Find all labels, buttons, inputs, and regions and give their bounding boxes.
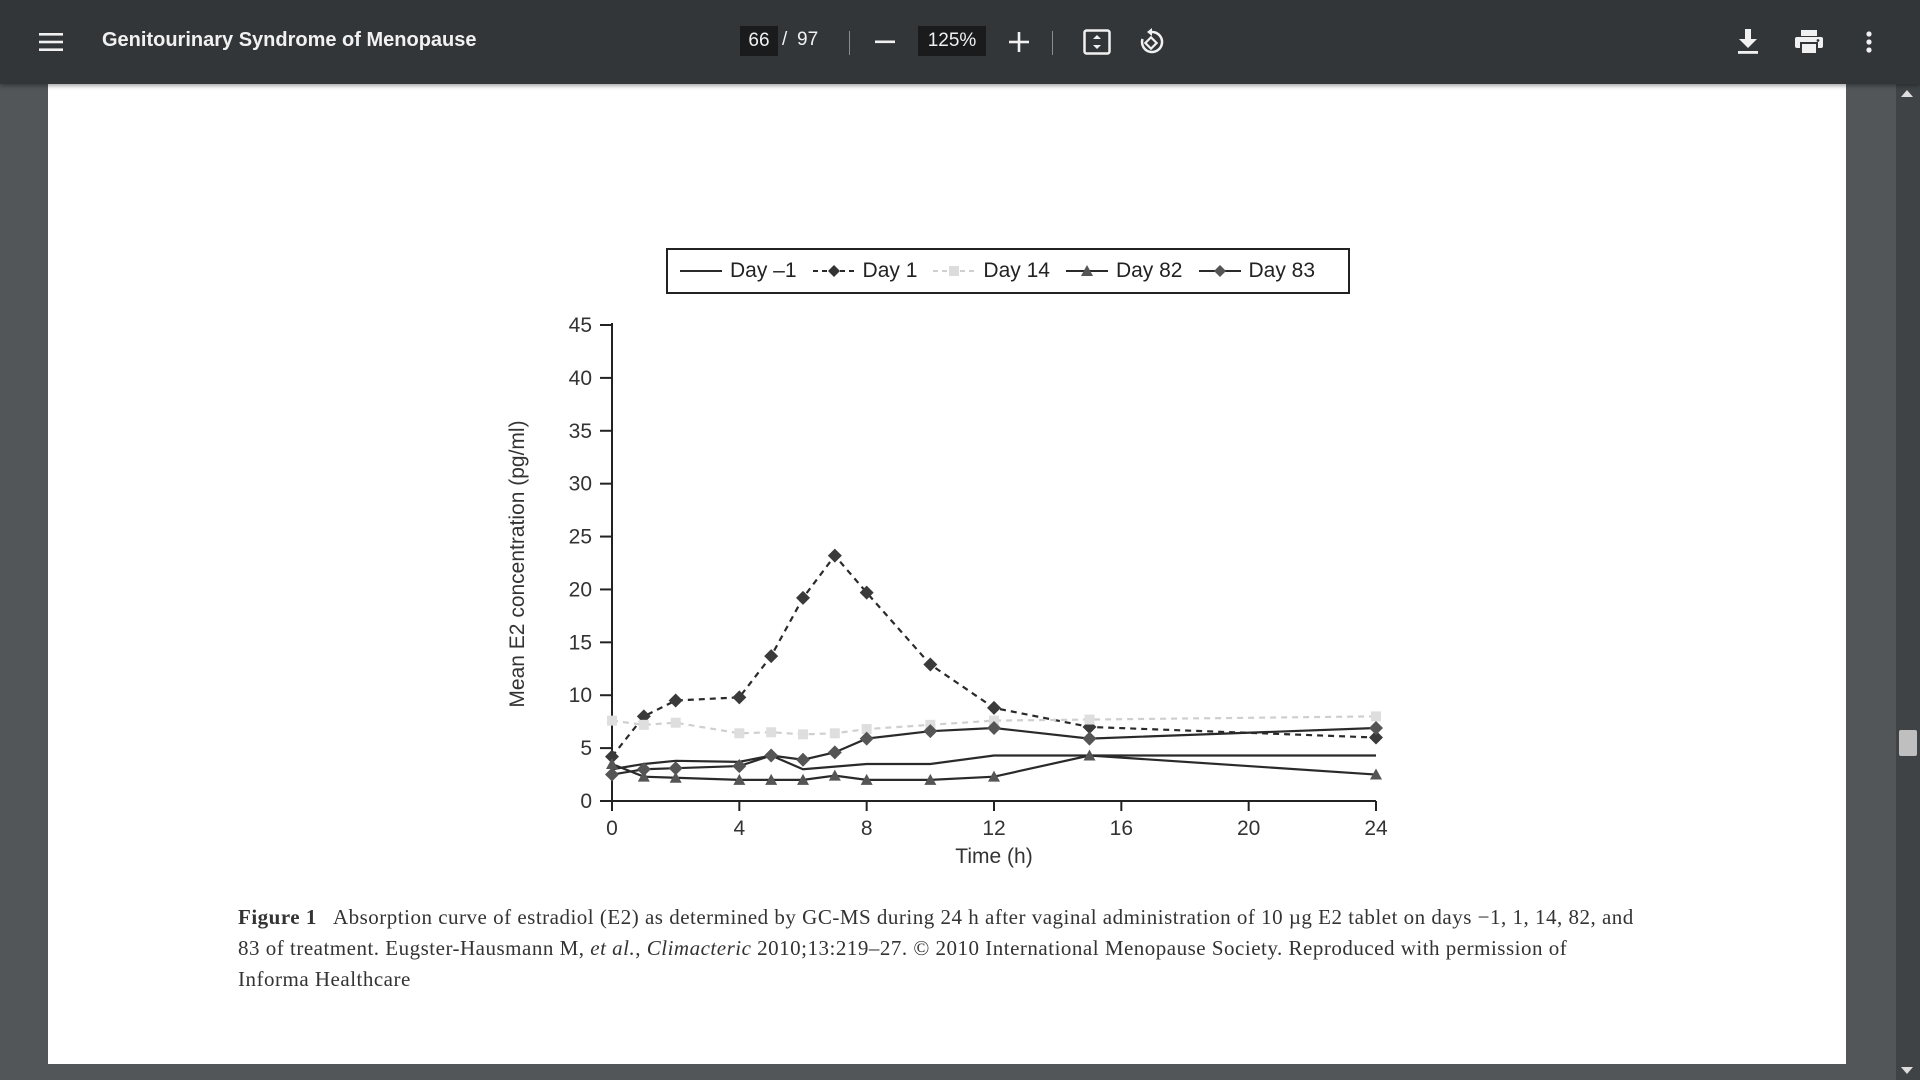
hamburger-menu-icon[interactable]: [30, 22, 72, 62]
caption-text: 2010;13:219–27. © 2010 International Menopause Society. Reproduced with permission of Informa Healthcare: [238, 936, 1568, 991]
download-icon[interactable]: [1730, 24, 1766, 60]
caption-text: Absorption curve of estradiol (E2) as determined by GC-MS during 24 h after vaginal administration of 10 µg E2 tablet on days −1, 1, 14, 82, and 83 of treatment. Eugster-Hausmann M,: [238, 905, 1634, 960]
x-tick-label: 24: [1364, 817, 1388, 840]
data-point: [828, 745, 842, 759]
legend-swatch: [678, 263, 724, 279]
y-tick-label: 30: [568, 472, 592, 496]
data-point: [606, 758, 618, 769]
figure-caption: [238, 902, 1638, 995]
y-tick-label: 40: [568, 366, 592, 390]
y-tick-label: 15: [568, 631, 592, 655]
data-point: [671, 718, 681, 728]
document-title: Genitourinary Syndrome of Menopause: [102, 29, 477, 51]
legend-label: Day –1: [730, 259, 797, 282]
data-point: [639, 720, 649, 730]
more-vertical-icon[interactable]: [1852, 24, 1886, 60]
pdf-page: [48, 84, 1846, 1064]
caption-italic: et al.: [590, 936, 636, 960]
data-point: [607, 716, 617, 726]
legend-swatch: [1197, 263, 1243, 279]
legend-label: Day 83: [1248, 259, 1316, 282]
data-point: [734, 728, 744, 738]
y-tick-label: 35: [568, 419, 592, 443]
legend-item: [1064, 259, 1183, 283]
legend-label: Day 14: [983, 259, 1050, 282]
y-tick-label: 5: [580, 737, 592, 761]
data-point: [766, 727, 776, 737]
legend-swatch: [1064, 263, 1110, 279]
caption-text: ,: [635, 936, 647, 960]
chart-legend: [666, 248, 1350, 294]
fit-to-page-icon[interactable]: [1080, 24, 1114, 60]
page-number-input[interactable]: 66: [740, 26, 778, 56]
y-tick-label: 10: [568, 684, 592, 708]
y-tick-label: 0: [580, 790, 592, 813]
print-icon[interactable]: [1790, 24, 1828, 60]
y-tick-label: 20: [568, 578, 592, 602]
legend-swatch: [931, 263, 977, 279]
data-point: [1369, 721, 1383, 735]
data-point: [798, 729, 808, 739]
scroll-up-arrow-icon[interactable]: [1901, 90, 1913, 97]
data-point: [796, 753, 810, 767]
zoom-level-input[interactable]: 125%: [918, 26, 986, 56]
x-axis-label: Time (h): [955, 845, 1033, 868]
y-axis-label: Mean E2 concentration (pg/ml): [506, 420, 529, 708]
legend-label: Day 1: [862, 259, 918, 282]
data-point: [923, 658, 937, 672]
x-tick-label: 20: [1236, 817, 1261, 840]
data-point: [830, 728, 840, 738]
legend-swatch: [811, 263, 857, 279]
data-point: [605, 768, 619, 782]
data-point: [828, 549, 842, 563]
y-tick-label: 25: [568, 525, 592, 549]
data-point: [1083, 732, 1097, 746]
vertical-scrollbar[interactable]: [1896, 84, 1920, 1080]
legend-item: [1197, 259, 1316, 283]
scroll-down-arrow-icon[interactable]: [1901, 1067, 1913, 1074]
toolbar-divider: [849, 31, 850, 55]
line-chart: [478, 314, 1438, 874]
page-total: 97: [797, 29, 819, 50]
x-tick-label: 4: [733, 817, 746, 840]
pdf-toolbar: [0, 0, 1920, 84]
x-tick-label: 8: [860, 817, 873, 840]
x-tick-label: 16: [1109, 817, 1134, 840]
x-tick-label: 12: [982, 817, 1006, 840]
scrollbar-thumb[interactable]: [1899, 730, 1917, 756]
legend-label: Day 82: [1115, 259, 1183, 282]
legend-item: [678, 259, 797, 283]
toolbar-divider: [1052, 31, 1053, 55]
data-point: [764, 649, 778, 663]
data-point: [764, 749, 778, 763]
y-tick-label: 45: [568, 314, 592, 337]
plus-icon[interactable]: [1002, 24, 1036, 60]
figure-label: Figure 1: [238, 905, 317, 929]
data-point: [1371, 711, 1381, 721]
data-point: [669, 761, 683, 775]
page-separator: /: [782, 29, 788, 50]
legend-item: [931, 259, 1050, 283]
rotate-icon[interactable]: [1134, 24, 1170, 60]
data-point: [669, 694, 683, 708]
data-point: [987, 701, 1001, 715]
x-tick-label: 0: [606, 817, 618, 840]
data-point: [1085, 715, 1095, 725]
minus-icon[interactable]: [868, 24, 902, 60]
legend-item: [811, 259, 918, 283]
caption-italic: Climacteric: [646, 936, 752, 960]
